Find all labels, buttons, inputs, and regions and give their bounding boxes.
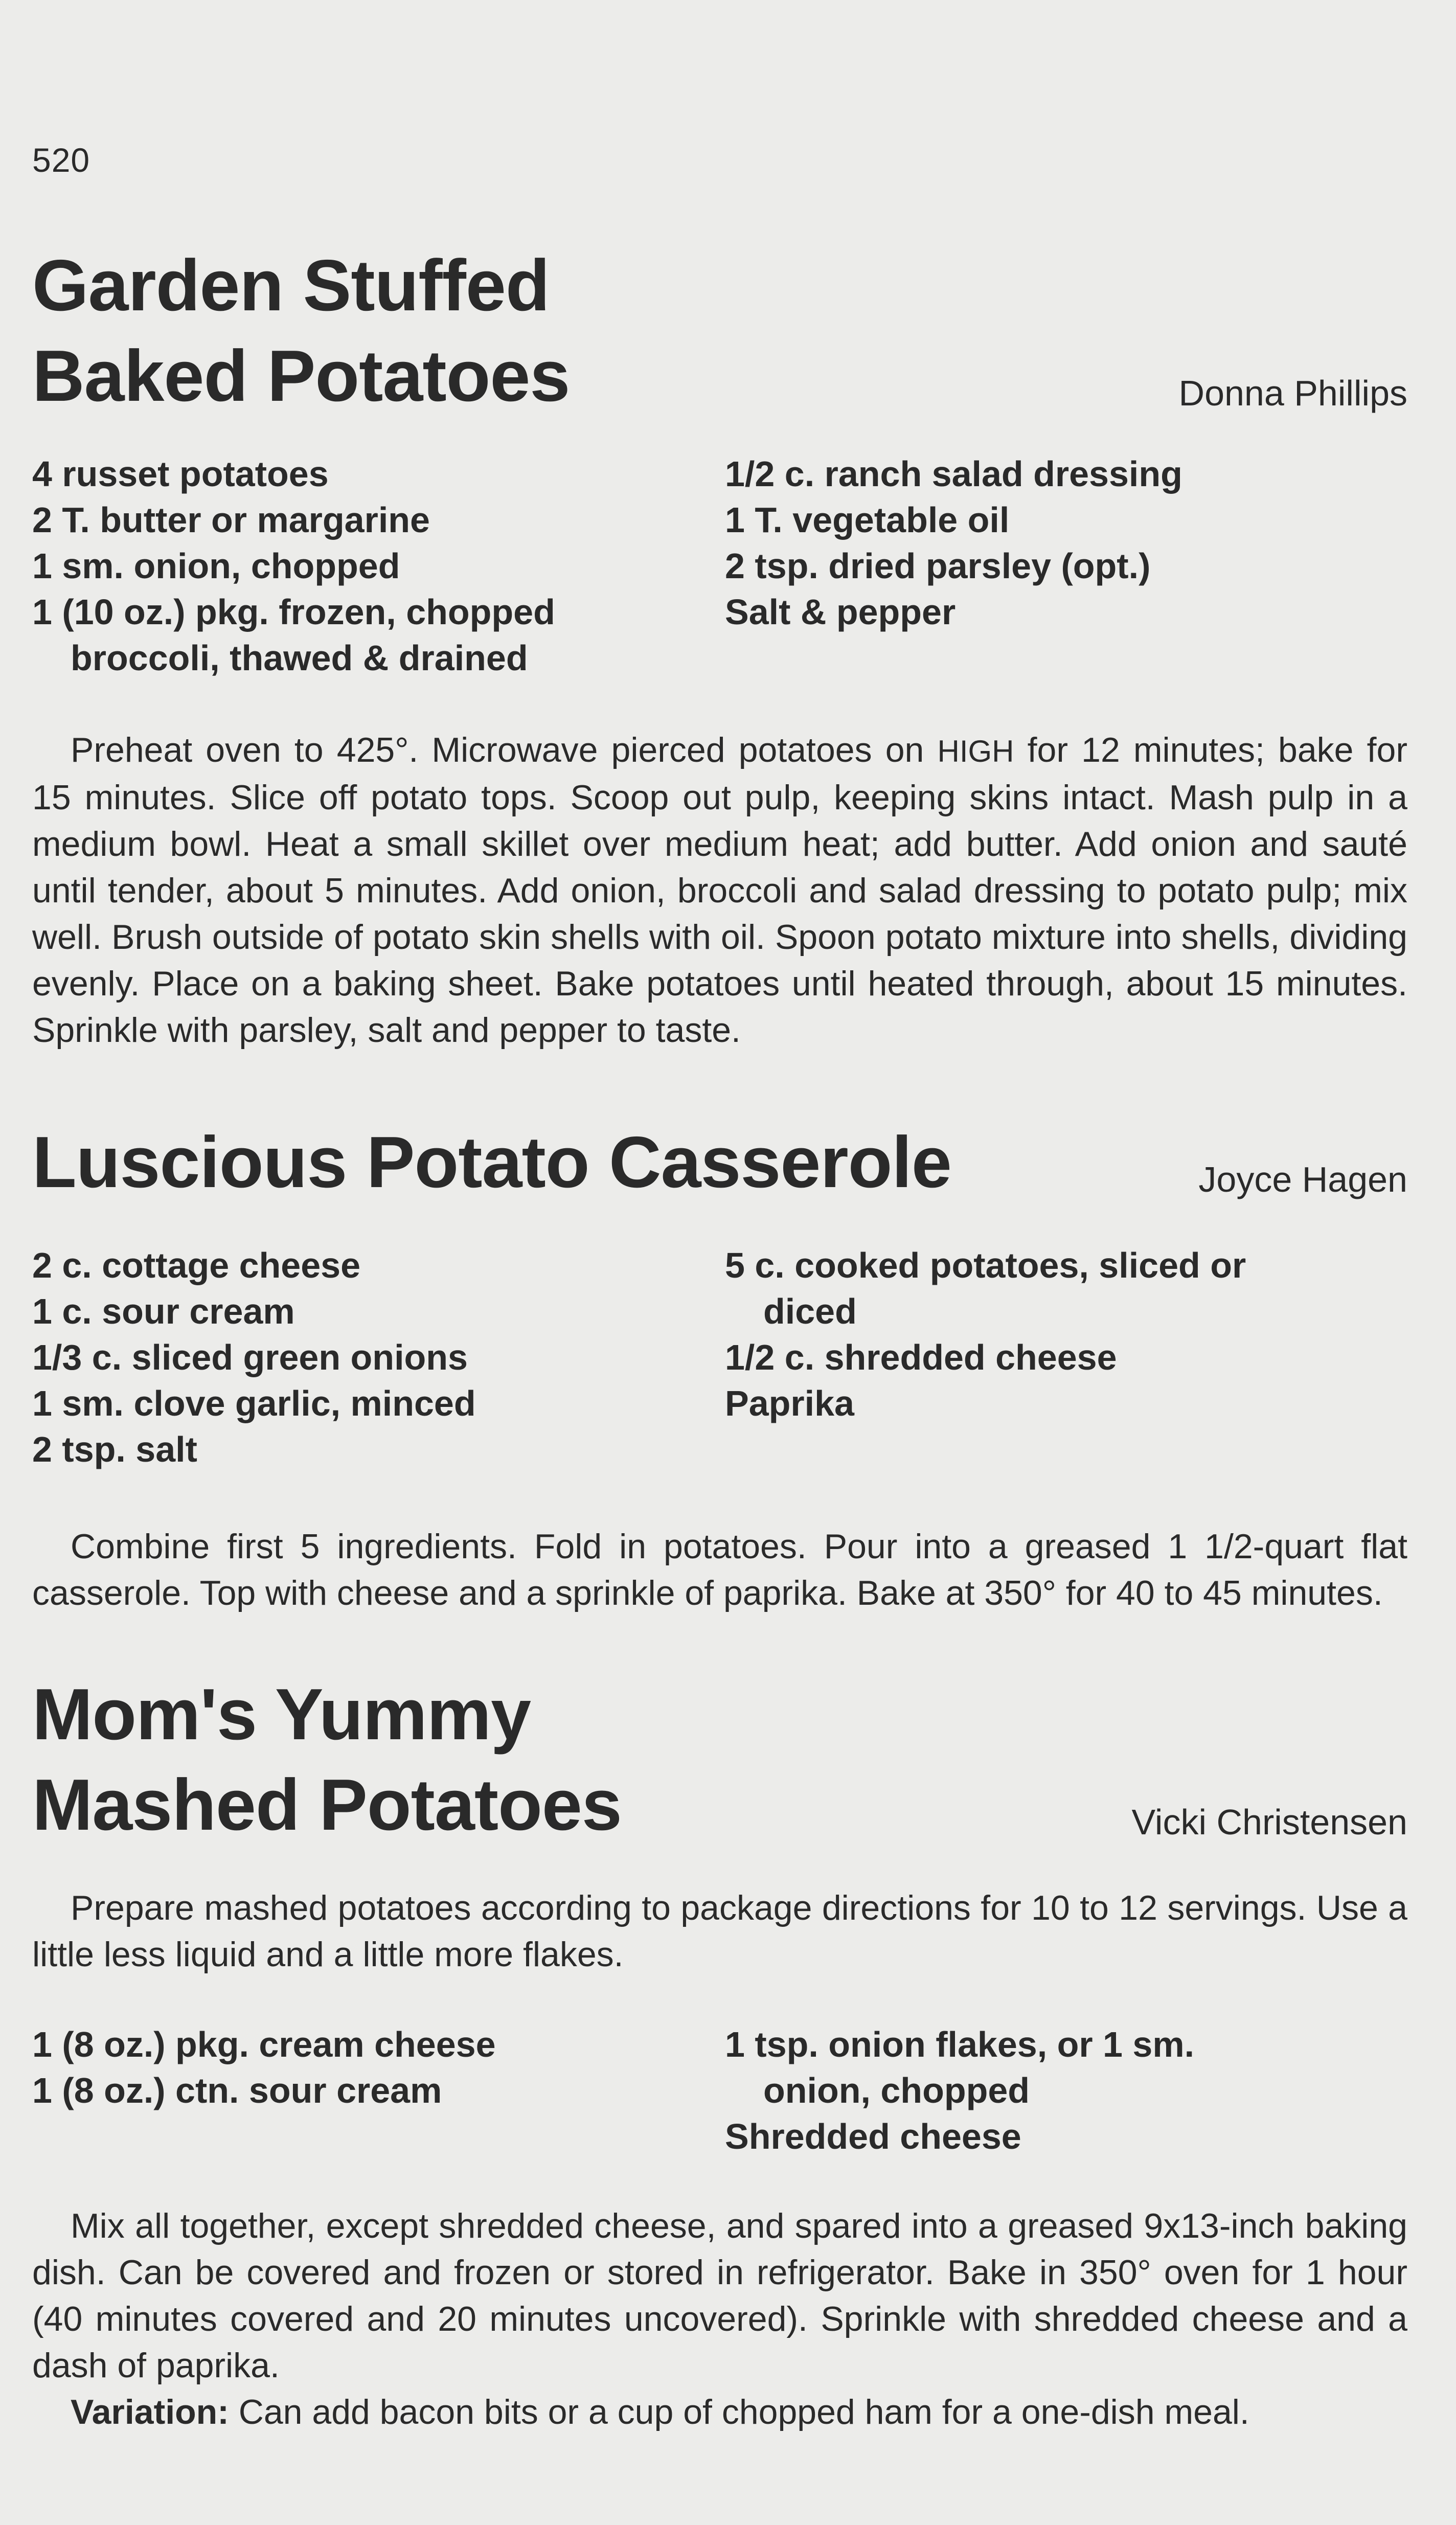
ingredient-column-left <box>32 1242 725 1472</box>
ingredient-column-right <box>725 2021 1407 2159</box>
ingredient-item: 5 c. cooked potatoes, sliced or <box>725 1245 1246 1285</box>
ingredient-item: 1 sm. clove garlic, minced <box>32 1383 476 1423</box>
ingredient-list <box>32 2021 1407 2159</box>
ingredient-item: 2 tsp. dried parsley (opt.) <box>725 546 1151 586</box>
directions-text: for 12 minutes; bake for 15 minutes. Slice off potato tops. Scoop out pulp, keeping skins intact. Mash pulp in a medium bowl. Heat a small skillet over medium heat; add butter. Add onion and sauté until tender, about 5 minutes. Add onion, broccoli and salad dressing to potato pulp; mix well. Brush outside of potato skin shells with oil. Spoon potato mixture into shells, dividing evenly. Place on a baking sheet. Bake potatoes until heated through, about 15 minutes. Sprinkle with parsley, salt and pepper to taste. <box>32 731 1407 1050</box>
ingredient-item: 1/2 c. ranch salad dressing <box>725 454 1182 494</box>
ingredient-item: Salt & pepper <box>725 592 956 632</box>
ingredient-column-left <box>32 2021 725 2159</box>
ingredient-item: 1/2 c. shredded cheese <box>725 1337 1117 1377</box>
recipe-directions: Combine first 5 ingredients. Fold in potatoes. Pour into a greased 1 1/2-quart flat casserole. Top with cheese and a sprinkle of paprika. Bake at 350° for 40 to 45 minutes. <box>32 1527 1407 1612</box>
recipe-moms-yummy-mashed-potatoes <box>32 1669 1407 2436</box>
ingredient-item: 2 T. butter or margarine <box>32 500 430 540</box>
directions-smallcaps: HIGH <box>937 734 1014 768</box>
ingredient-item: 1 tsp. onion flakes, or 1 sm. <box>725 2024 1195 2064</box>
recipe-title-line: Luscious Potato Casserole <box>32 1122 951 1203</box>
ingredient-item: Shredded cheese <box>725 2117 1021 2156</box>
ingredient-item: 1 (8 oz.) pkg. cream cheese <box>32 2024 496 2064</box>
ingredient-item: 1 c. sour cream <box>32 1291 295 1331</box>
ingredient-column-right <box>725 1242 1407 1472</box>
ingredient-list <box>32 451 1407 681</box>
ingredient-item: 1/3 c. sliced green onions <box>32 1337 468 1377</box>
ingredient-item: 1 (8 oz.) ctn. sour cream <box>32 2071 442 2110</box>
recipe-directions <box>32 727 1407 1054</box>
recipe-intro: Prepare mashed potatoes according to package directions for 10 to 12 servings. Use a little less liquid and a little more flakes. <box>32 1889 1407 1974</box>
recipe-author: Joyce Hagen <box>1198 1159 1407 1199</box>
ingredient-item-continuation: onion, chopped <box>763 2071 1030 2110</box>
recipe-header <box>32 1117 1407 1208</box>
ingredient-item: Paprika <box>725 1383 854 1423</box>
ingredient-list <box>32 1242 1407 1472</box>
recipe-title-line: Mom's Yummy <box>32 1674 531 1755</box>
recipe-garden-stuffed-baked-potatoes <box>32 240 1407 1054</box>
variation-text: Can add bacon bits or a cup of chopped ham for a one-dish meal. <box>229 2393 1249 2431</box>
recipe-author: Donna Phillips <box>1178 373 1407 413</box>
recipe-title-line: Mashed Potatoes <box>32 1764 622 1846</box>
ingredient-item-continuation: broccoli, thawed & drained <box>71 638 528 678</box>
recipe-directions: Mix all together, except shredded cheese, and spared into a greased 9x13-inch baking dish. Can be covered and frozen or stored in refrigerator. Bake in 350° oven for 1 hour (40 minutes covered and 20 minutes uncovered). Sprinkle with shredded cheese and a dash of paprika. <box>32 2206 1407 2385</box>
ingredient-item: 4 russet potatoes <box>32 454 329 494</box>
ingredient-item-continuation: diced <box>763 1291 857 1331</box>
recipe-variation <box>32 2389 1407 2436</box>
ingredient-column-left <box>32 451 725 681</box>
ingredient-item: 1 (10 oz.) pkg. frozen, chopped <box>32 592 555 632</box>
recipe-title-line: Garden Stuffed <box>32 245 550 326</box>
page-number: 520 <box>32 141 90 179</box>
recipe-header <box>32 1669 1407 1850</box>
directions-text: Preheat oven to 425°. Microwave pierced potatoes on <box>71 731 938 769</box>
ingredient-item: 2 tsp. salt <box>32 1429 197 1469</box>
ingredient-item: 2 c. cottage cheese <box>32 1245 360 1285</box>
variation-label: Variation: <box>71 2393 229 2431</box>
ingredient-column-right <box>725 451 1407 681</box>
ingredient-item: 1 sm. onion, chopped <box>32 546 400 586</box>
recipe-author: Vicki Christensen <box>1131 1802 1407 1842</box>
recipe-header <box>32 240 1407 421</box>
ingredient-item: 1 T. vegetable oil <box>725 500 1010 540</box>
recipe-title-line: Baked Potatoes <box>32 335 570 417</box>
recipe-luscious-potato-casserole <box>32 1117 1407 1617</box>
